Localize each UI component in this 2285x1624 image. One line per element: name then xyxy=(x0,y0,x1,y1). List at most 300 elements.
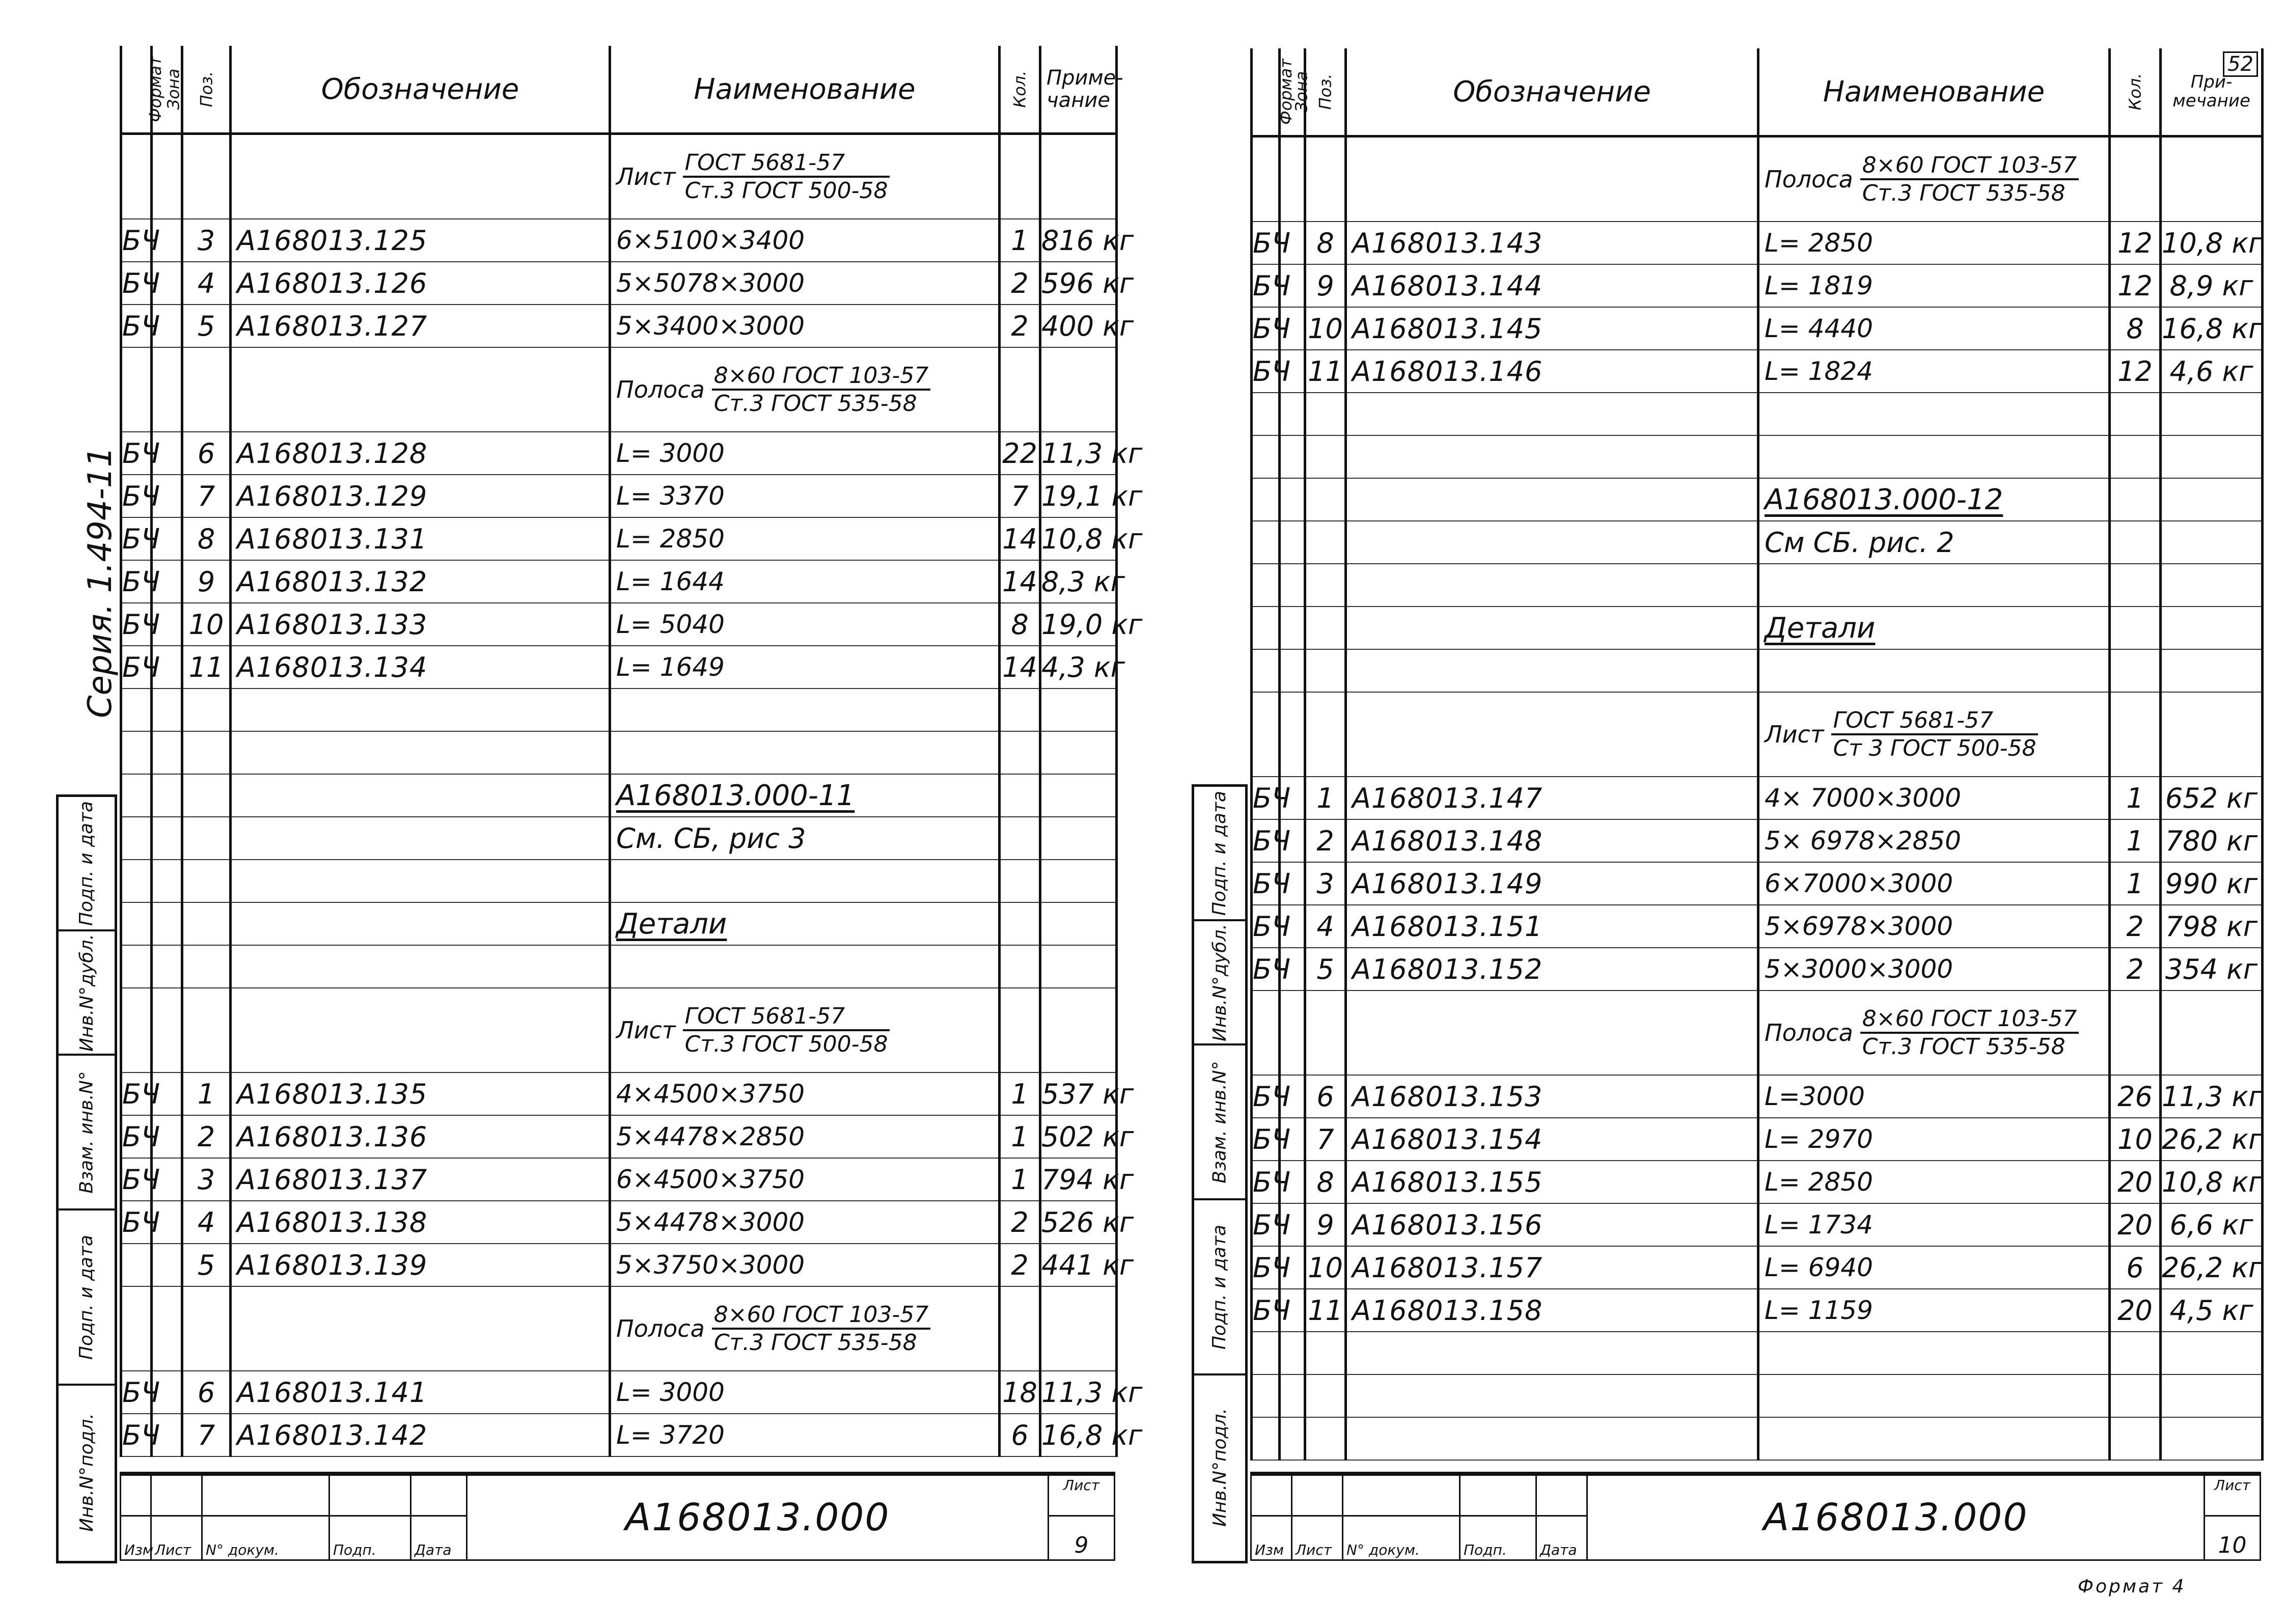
empty-cell xyxy=(182,988,231,1072)
name-cell: 5×4478×3000 xyxy=(610,1201,1000,1244)
position-cell: 8 xyxy=(1305,1161,1346,1203)
empty-cell xyxy=(231,134,610,219)
quantity-cell: 1 xyxy=(1000,1158,1040,1201)
table-row xyxy=(121,1158,1117,1201)
empty-cell xyxy=(121,347,152,432)
empty-cell xyxy=(2110,1417,2161,1460)
note-cell: 537 кг xyxy=(1040,1072,1117,1115)
empty-cell xyxy=(182,902,231,945)
empty-row xyxy=(1252,1332,2263,1374)
side-label: Подп. и дата xyxy=(1209,790,1230,916)
section-heading: А168013.000-12 xyxy=(1765,483,2003,516)
table-row xyxy=(121,1072,1117,1115)
note-cell: 10,8 кг xyxy=(2161,222,2263,264)
empty-cell xyxy=(152,1286,182,1371)
empty-cell xyxy=(1040,860,1117,902)
note-cell: 798 кг xyxy=(2161,905,2263,948)
format-cell: БЧ xyxy=(1252,1246,1280,1289)
empty-cell xyxy=(121,774,152,817)
designation-cell: А168013.153 xyxy=(1346,1075,1758,1118)
section-row xyxy=(121,774,1117,817)
format-cell: БЧ xyxy=(1252,1203,1280,1246)
material-prefix: Лист xyxy=(616,1016,676,1044)
quantity-cell: 26 xyxy=(2110,1075,2161,1118)
material-spec xyxy=(1765,707,2103,761)
designation-cell: А168013.126 xyxy=(231,262,610,305)
quantity-cell: 22 xyxy=(1000,432,1040,475)
section-row xyxy=(121,817,1117,860)
empty-cell xyxy=(182,817,231,860)
format-cell: БЧ xyxy=(1252,307,1280,350)
empty-cell xyxy=(1000,817,1040,860)
empty-cell xyxy=(2110,607,2161,649)
sheet-number: 9 xyxy=(1049,1516,1115,1560)
name-cell: 5×4478×2850 xyxy=(610,1115,1000,1158)
name-cell xyxy=(610,817,1000,860)
format-cell: БЧ xyxy=(1252,264,1280,307)
material-spec xyxy=(1765,152,2103,206)
quantity-cell: 1 xyxy=(1000,1115,1040,1158)
name-cell xyxy=(1758,607,2110,649)
quantity-cell: 12 xyxy=(2110,264,2161,307)
empty-cell xyxy=(1252,692,1280,777)
empty-cell xyxy=(1000,988,1040,1072)
designation-cell: А168013.147 xyxy=(1346,777,1758,819)
format-cell: БЧ xyxy=(1252,862,1280,905)
position-cell: 2 xyxy=(1305,819,1346,862)
empty-cell xyxy=(121,817,152,860)
empty-cell xyxy=(2161,1332,2263,1374)
name-cell: L= 6940 xyxy=(1758,1246,2110,1289)
empty-cell xyxy=(121,731,152,774)
designation-cell: А168013.125 xyxy=(231,219,610,262)
name-cell xyxy=(610,774,1000,817)
section-reference: См. СБ, рис 3 xyxy=(616,822,806,855)
note-cell: 11,3 кг xyxy=(1040,432,1117,475)
note-cell: 4,3 кг xyxy=(1040,646,1117,689)
designation-cell: А168013.134 xyxy=(231,646,610,689)
header-name: Наименование xyxy=(610,46,1000,134)
spec-table-left xyxy=(120,46,1143,1457)
note-cell: 526 кг xyxy=(1040,1201,1117,1244)
table-row xyxy=(1252,1289,2263,1332)
empty-cell xyxy=(1346,136,1758,222)
empty-cell xyxy=(1280,1332,1305,1374)
empty-cell xyxy=(121,902,152,945)
name-cell: L= 3000 xyxy=(610,1371,1000,1414)
empty-row xyxy=(1252,1417,2263,1460)
quantity-cell: 2 xyxy=(1000,1201,1040,1244)
material-standard: 8×60 ГОСТ 103-57 xyxy=(712,363,930,391)
empty-cell xyxy=(152,902,182,945)
empty-cell xyxy=(182,689,231,731)
empty-cell xyxy=(121,134,152,219)
note-cell: 19,1 кг xyxy=(1040,475,1117,517)
stamp-label: Лист xyxy=(151,1516,202,1560)
note-cell: 26,2 кг xyxy=(2161,1118,2263,1161)
table-row xyxy=(1252,350,2263,393)
designation-cell: А168013.149 xyxy=(1346,862,1758,905)
position-cell: 5 xyxy=(182,1244,231,1286)
format-cell: БЧ xyxy=(121,1371,152,1414)
material-grade: Ст.3 ГОСТ 535-58 xyxy=(713,1330,917,1356)
note-cell: 8,3 кг xyxy=(1040,560,1117,603)
empty-cell xyxy=(121,1286,152,1371)
empty-cell xyxy=(1280,435,1305,478)
designation-cell: А168013.155 xyxy=(1346,1161,1758,1203)
material-spec xyxy=(616,363,993,417)
note-cell: 354 кг xyxy=(2161,948,2263,990)
name-cell: L= 2970 xyxy=(1758,1118,2110,1161)
empty-cell xyxy=(1000,945,1040,988)
header-pos: Поз. xyxy=(1305,48,1346,136)
designation-cell: А168013.138 xyxy=(231,1201,610,1244)
empty-cell xyxy=(1280,564,1305,607)
material-row xyxy=(1252,692,2263,777)
empty-cell xyxy=(121,860,152,902)
empty-cell xyxy=(1346,521,1758,564)
empty-cell xyxy=(152,817,182,860)
table-row xyxy=(1252,1118,2263,1161)
empty-cell xyxy=(2161,564,2263,607)
position-cell: 5 xyxy=(182,305,231,347)
name-cell: 5×3400×3000 xyxy=(610,305,1000,347)
empty-cell xyxy=(231,860,610,902)
material-spec xyxy=(616,1302,993,1356)
empty-cell xyxy=(1040,134,1117,219)
spec-table-right xyxy=(1250,48,2264,1461)
material-grade: Ст.3 ГОСТ 535-58 xyxy=(713,391,917,417)
name-cell xyxy=(1758,990,2110,1075)
empty-cell xyxy=(182,1286,231,1371)
empty-row xyxy=(1252,1374,2263,1417)
empty-cell xyxy=(1040,988,1117,1072)
table-row xyxy=(121,560,1117,603)
empty-cell xyxy=(1305,136,1346,222)
stamp-label: Изм xyxy=(121,1516,151,1560)
empty-cell xyxy=(182,774,231,817)
empty-cell xyxy=(2161,435,2263,478)
empty-cell xyxy=(1000,902,1040,945)
header-format: Формат xyxy=(121,46,152,134)
material-spec xyxy=(616,1003,993,1057)
title-block-right xyxy=(1250,1472,2261,1561)
format-cell: БЧ xyxy=(1252,1075,1280,1118)
position-cell: 11 xyxy=(1305,1289,1346,1332)
empty-cell xyxy=(2161,1374,2263,1417)
empty-cell xyxy=(1305,478,1346,521)
series-label: Серия. 1.494-11 xyxy=(81,446,119,718)
name-cell xyxy=(1758,649,2110,692)
name-cell xyxy=(610,945,1000,988)
material-standard: 8×60 ГОСТ 103-57 xyxy=(712,1302,930,1330)
material-prefix: Лист xyxy=(616,163,676,190)
sheet-label: Лист xyxy=(1049,1475,1115,1516)
section-heading: Детали xyxy=(1765,611,1876,645)
empty-row xyxy=(121,731,1117,774)
zone-cell xyxy=(152,1244,182,1286)
designation-cell: А168013.139 xyxy=(231,1244,610,1286)
position-cell: 11 xyxy=(182,646,231,689)
empty-cell xyxy=(152,860,182,902)
note-cell: 990 кг xyxy=(2161,862,2263,905)
empty-row xyxy=(121,689,1117,731)
format-cell: БЧ xyxy=(121,262,152,305)
position-cell: 4 xyxy=(182,262,231,305)
name-cell xyxy=(1758,1332,2110,1374)
empty-cell xyxy=(2110,521,2161,564)
empty-cell xyxy=(2161,692,2263,777)
stamp-label: Изм xyxy=(1251,1516,1292,1560)
empty-row xyxy=(1252,435,2263,478)
header-designation: Обозначение xyxy=(1346,48,1758,136)
empty-cell xyxy=(1252,564,1280,607)
material-row xyxy=(121,988,1117,1072)
stamp-label: N° докум. xyxy=(1343,1516,1460,1560)
quantity-cell: 20 xyxy=(2110,1203,2161,1246)
position-cell: 1 xyxy=(182,1072,231,1115)
material-spec xyxy=(616,150,993,204)
name-cell xyxy=(1758,393,2110,435)
empty-cell xyxy=(2110,393,2161,435)
quantity-cell: 14 xyxy=(1000,560,1040,603)
table-header xyxy=(121,46,1117,134)
stamp-label: Дата xyxy=(1536,1516,1587,1560)
table-row xyxy=(121,262,1117,305)
header-qty: Кол. xyxy=(2110,48,2161,136)
empty-cell xyxy=(1280,136,1305,222)
name-cell: 5×3000×3000 xyxy=(1758,948,2110,990)
empty-cell xyxy=(2110,990,2161,1075)
format-cell: БЧ xyxy=(121,1158,152,1201)
material-spec xyxy=(1765,1006,2103,1060)
name-cell xyxy=(610,689,1000,731)
empty-cell xyxy=(1305,649,1346,692)
empty-cell xyxy=(1252,393,1280,435)
empty-cell xyxy=(2161,1417,2263,1460)
name-cell xyxy=(610,347,1000,432)
name-cell xyxy=(1758,692,2110,777)
sheet-label: Лист xyxy=(2205,1475,2261,1516)
table-row xyxy=(121,517,1117,560)
empty-cell xyxy=(121,945,152,988)
format-cell: БЧ xyxy=(1252,948,1280,990)
document-number: А168013.000 xyxy=(1587,1475,2205,1560)
name-cell xyxy=(610,860,1000,902)
material-row xyxy=(121,347,1117,432)
empty-cell xyxy=(1280,692,1305,777)
position-cell: 4 xyxy=(1305,905,1346,948)
empty-cell xyxy=(1000,860,1040,902)
material-grade: Ст.3 ГОСТ 500-58 xyxy=(684,178,888,204)
empty-cell xyxy=(1000,1286,1040,1371)
name-cell xyxy=(1758,435,2110,478)
position-cell: 9 xyxy=(182,560,231,603)
quantity-cell: 18 xyxy=(1000,1371,1040,1414)
name-cell: L= 3720 xyxy=(610,1414,1000,1456)
name-cell xyxy=(610,731,1000,774)
format-cell: БЧ xyxy=(121,305,152,347)
quantity-cell: 8 xyxy=(2110,307,2161,350)
designation-cell: А168013.148 xyxy=(1346,819,1758,862)
format-cell: БЧ xyxy=(1252,819,1280,862)
note-cell: 26,2 кг xyxy=(2161,1246,2263,1289)
empty-cell xyxy=(1252,1417,1280,1460)
format-footer: Формат 4 xyxy=(2078,1576,2186,1597)
empty-cell xyxy=(1346,435,1758,478)
header-pos: Поз. xyxy=(182,46,231,134)
note-cell: 10,8 кг xyxy=(1040,517,1117,560)
empty-cell xyxy=(1305,521,1346,564)
note-cell: 780 кг xyxy=(2161,819,2263,862)
table-row xyxy=(121,603,1117,646)
empty-cell xyxy=(1305,1332,1346,1374)
quantity-cell: 1 xyxy=(1000,219,1040,262)
designation-cell: А168013.146 xyxy=(1346,350,1758,393)
empty-cell xyxy=(231,902,610,945)
name-cell: L= 4440 xyxy=(1758,307,2110,350)
empty-cell xyxy=(2110,478,2161,521)
format-cell: БЧ xyxy=(121,1115,152,1158)
position-cell: 7 xyxy=(1305,1118,1346,1161)
table-body xyxy=(1252,136,2263,1461)
empty-cell xyxy=(1040,689,1117,731)
material-row xyxy=(1252,136,2263,222)
empty-cell xyxy=(1305,692,1346,777)
name-cell: 5× 6978×2850 xyxy=(1758,819,2110,862)
stamp-label: Подп. xyxy=(1460,1516,1536,1560)
material-fraction xyxy=(683,150,890,204)
empty-cell xyxy=(1000,347,1040,432)
section-heading: А168013.000-11 xyxy=(616,779,855,812)
name-cell xyxy=(1758,478,2110,521)
name-cell: L= 1644 xyxy=(610,560,1000,603)
section-row xyxy=(121,902,1117,945)
name-cell: 5×5078×3000 xyxy=(610,262,1000,305)
quantity-cell: 2 xyxy=(1000,262,1040,305)
name-cell xyxy=(610,1286,1000,1371)
name-cell xyxy=(1758,136,2110,222)
material-row xyxy=(1252,990,2263,1075)
section-row xyxy=(1252,521,2263,564)
position-cell: 8 xyxy=(1305,222,1346,264)
empty-cell xyxy=(1252,990,1280,1075)
note-cell: 19,0 кг xyxy=(1040,603,1117,646)
empty-cell xyxy=(231,1286,610,1371)
position-cell: 3 xyxy=(182,219,231,262)
table-row xyxy=(121,1201,1117,1244)
quantity-cell: 14 xyxy=(1000,646,1040,689)
empty-row xyxy=(121,860,1117,902)
quantity-cell: 1 xyxy=(2110,819,2161,862)
table-row xyxy=(1252,222,2263,264)
format-cell: БЧ xyxy=(121,1201,152,1244)
format-cell: БЧ xyxy=(121,603,152,646)
page-number: 52 xyxy=(2223,51,2258,77)
empty-cell xyxy=(1252,136,1280,222)
designation-cell: А168013.141 xyxy=(231,1371,610,1414)
designation-cell: А168013.156 xyxy=(1346,1203,1758,1246)
quantity-cell: 6 xyxy=(1000,1414,1040,1456)
table-header xyxy=(1252,48,2263,136)
empty-cell xyxy=(1000,134,1040,219)
name-cell xyxy=(1758,1374,2110,1417)
note-cell: 11,3 кг xyxy=(2161,1075,2263,1118)
empty-cell xyxy=(121,988,152,1072)
name-cell xyxy=(610,902,1000,945)
designation-cell: А168013.137 xyxy=(231,1158,610,1201)
header-note: Приме- чание xyxy=(1040,46,1117,134)
material-standard: ГОСТ 5681-57 xyxy=(683,1003,890,1031)
material-fraction xyxy=(712,1302,930,1356)
table-row xyxy=(121,1414,1117,1456)
designation-cell: А168013.129 xyxy=(231,475,610,517)
quantity-cell: 6 xyxy=(2110,1246,2161,1289)
material-grade: Ст.3 ГОСТ 500-58 xyxy=(684,1031,888,1057)
header-designation: Обозначение xyxy=(231,46,610,134)
table-body xyxy=(121,134,1143,1457)
quantity-cell: 1 xyxy=(2110,777,2161,819)
note-cell: 400 кг xyxy=(1040,305,1117,347)
side-label: Взам. инв.N° xyxy=(76,1070,97,1194)
designation-cell: А168013.132 xyxy=(231,560,610,603)
quantity-cell: 2 xyxy=(2110,905,2161,948)
material-standard: ГОСТ 5681-57 xyxy=(683,150,890,178)
empty-cell xyxy=(2161,136,2263,222)
header-name: Наименование xyxy=(1758,48,2110,136)
empty-cell xyxy=(2110,1374,2161,1417)
empty-cell xyxy=(1040,774,1117,817)
empty-cell xyxy=(1305,435,1346,478)
designation-cell: А168013.151 xyxy=(1346,905,1758,948)
empty-cell xyxy=(1346,1374,1758,1417)
side-stamp-left xyxy=(56,794,117,1563)
side-label: Подп. и дата xyxy=(76,1234,97,1360)
quantity-cell: 8 xyxy=(1000,603,1040,646)
designation-cell: А168013.144 xyxy=(1346,264,1758,307)
format-cell: БЧ xyxy=(121,475,152,517)
side-label: Инв.N°дубл. xyxy=(1209,923,1230,1041)
empty-cell xyxy=(1346,564,1758,607)
header-qty: Кол. xyxy=(1000,46,1040,134)
empty-cell xyxy=(1305,607,1346,649)
table-row xyxy=(121,219,1117,262)
position-cell: 6 xyxy=(1305,1075,1346,1118)
empty-cell xyxy=(121,689,152,731)
side-stamp-right xyxy=(1192,784,1248,1563)
empty-cell xyxy=(231,817,610,860)
designation-cell: А168013.136 xyxy=(231,1115,610,1158)
position-cell: 9 xyxy=(1305,1203,1346,1246)
position-cell: 4 xyxy=(182,1201,231,1244)
empty-cell xyxy=(152,988,182,1072)
empty-cell xyxy=(231,731,610,774)
note-cell: 4,6 кг xyxy=(2161,350,2263,393)
table-row xyxy=(1252,819,2263,862)
empty-cell xyxy=(2161,393,2263,435)
position-cell: 8 xyxy=(182,517,231,560)
name-cell: L= 1734 xyxy=(1758,1203,2110,1246)
header-zone: Зона xyxy=(152,46,182,134)
note-cell: 652 кг xyxy=(2161,777,2263,819)
empty-cell xyxy=(231,774,610,817)
side-label: Подп. и дата xyxy=(76,801,97,926)
note-cell: 6,6 кг xyxy=(2161,1203,2263,1246)
note-cell: 8,9 кг xyxy=(2161,264,2263,307)
empty-cell xyxy=(1280,478,1305,521)
format-cell: БЧ xyxy=(1252,222,1280,264)
empty-cell xyxy=(152,689,182,731)
